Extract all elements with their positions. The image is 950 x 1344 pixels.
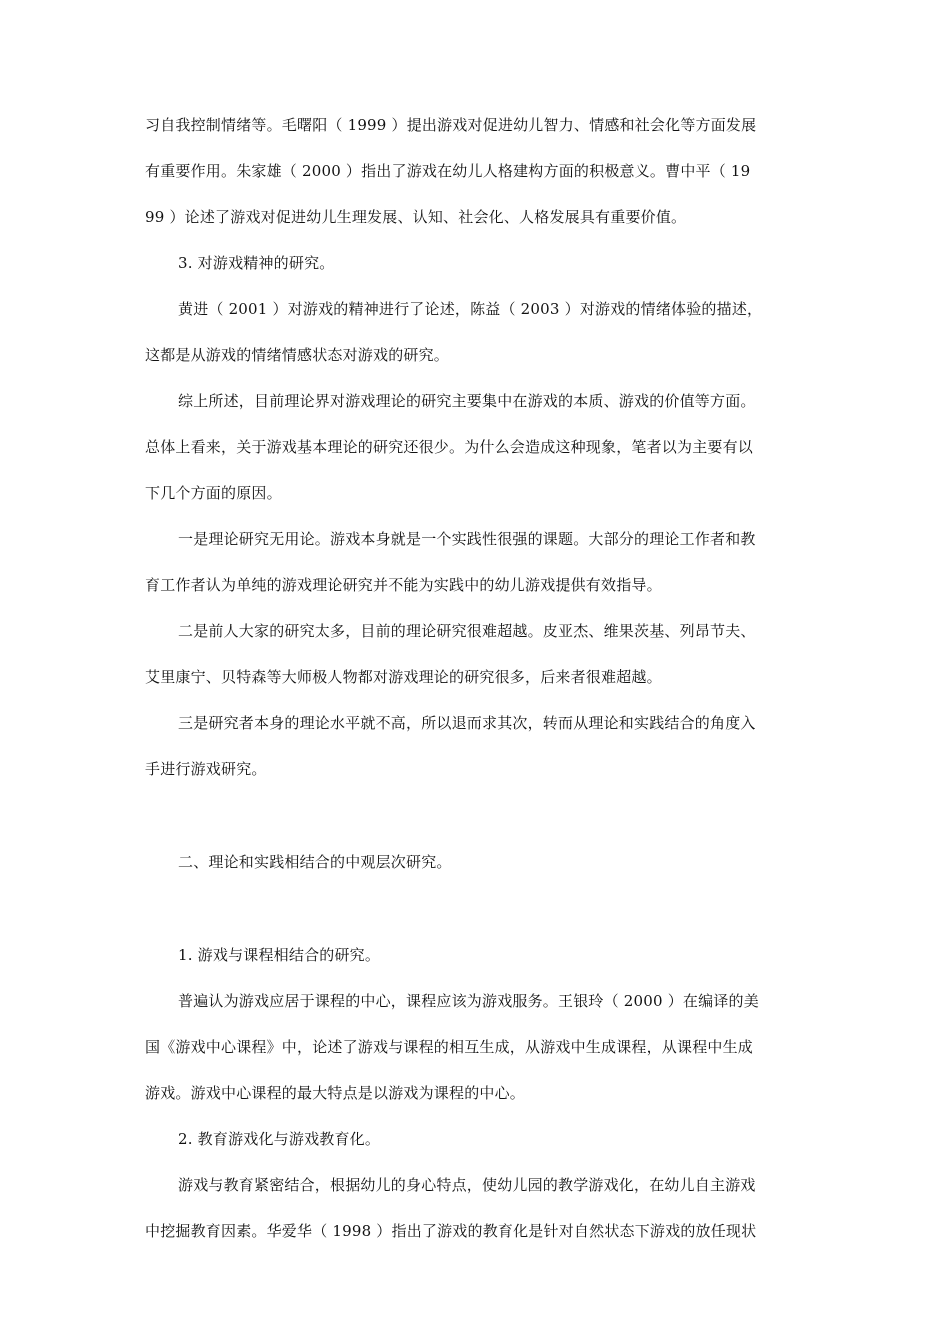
text-line: 手进行游戏研究。	[145, 760, 267, 778]
section-heading: 3. 对游戏精神的研究。	[178, 254, 335, 272]
text-line: 二是前人大家的研究太多，目前的理论研究很难超越。皮亚杰、维果茨基、列昂节夫、	[178, 622, 756, 640]
text-line: 育工作者认为单纯的游戏理论研究并不能为实践中的幼儿游戏提供有效指导。	[145, 576, 662, 594]
text-line: 一是理论研究无用论。游戏本身就是一个实践性很强的课题。大部分的理论工作者和教	[178, 530, 756, 548]
text-line: 黄进（ 2001 ）对游戏的精神进行了论述，陈益（ 2003 ）对游戏的情绪体验的描述，	[178, 300, 763, 318]
text-line: 游戏与教育紧密结合，根据幼儿的身心特点，使幼儿园的教学游戏化，在幼儿自主游戏	[178, 1176, 756, 1194]
text-line: 中挖掘教育因素。华爱华（ 1998 ）指出了游戏的教育化是针对自然状态下游戏的放任现状	[145, 1222, 757, 1240]
text-line: 有重要作用。朱家雄（ 2000 ）指出了游戏在幼儿人格建构方面的积极意义。曹中平（ 19	[145, 162, 751, 180]
text-line: 游戏。游戏中心课程的最大特点是以游戏为课程的中心。	[145, 1084, 526, 1102]
text-line: 国《游戏中心课程》中，论述了游戏与课程的相互生成，从游戏中生成课程，从课程中生成	[145, 1038, 754, 1056]
text-line: 这都是从游戏的情绪情感状态对游戏的研究。	[145, 346, 450, 364]
section-heading: 1. 游戏与课程相结合的研究。	[178, 946, 381, 964]
section-heading: 二、理论和实践相结合的中观层次研究。	[178, 853, 452, 871]
text-line: 艾里康宁、贝特森等大师极人物都对游戏理论的研究很多，后来者很难超越。	[145, 668, 662, 686]
text-line: 下几个方面的原因。	[145, 484, 282, 502]
text-line: 99 ）论述了游戏对促进幼儿生理发展、认知、社会化、人格发展具有重要价值。	[145, 208, 687, 226]
text-line: 普遍认为游戏应居于课程的中心，课程应该为游戏服务。王银玲（ 2000 ）在编译的美	[178, 992, 759, 1010]
section-heading: 2. 教育游戏化与游戏教育化。	[178, 1130, 381, 1148]
text-line: 三是研究者本身的理论水平就不高，所以退而求其次，转而从理论和实践结合的角度入	[178, 714, 756, 732]
text-line: 总体上看来，关于游戏基本理论的研究还很少。为什么会造成这种现象，笔者以为主要有以	[145, 438, 754, 456]
text-line: 习自我控制情绪等。毛曙阳（ 1999 ）提出游戏对促进幼儿智力、情感和社会化等方面发展	[145, 116, 757, 134]
text-line: 综上所述，目前理论界对游戏理论的研究主要集中在游戏的本质、游戏的价值等方面。	[178, 392, 756, 410]
